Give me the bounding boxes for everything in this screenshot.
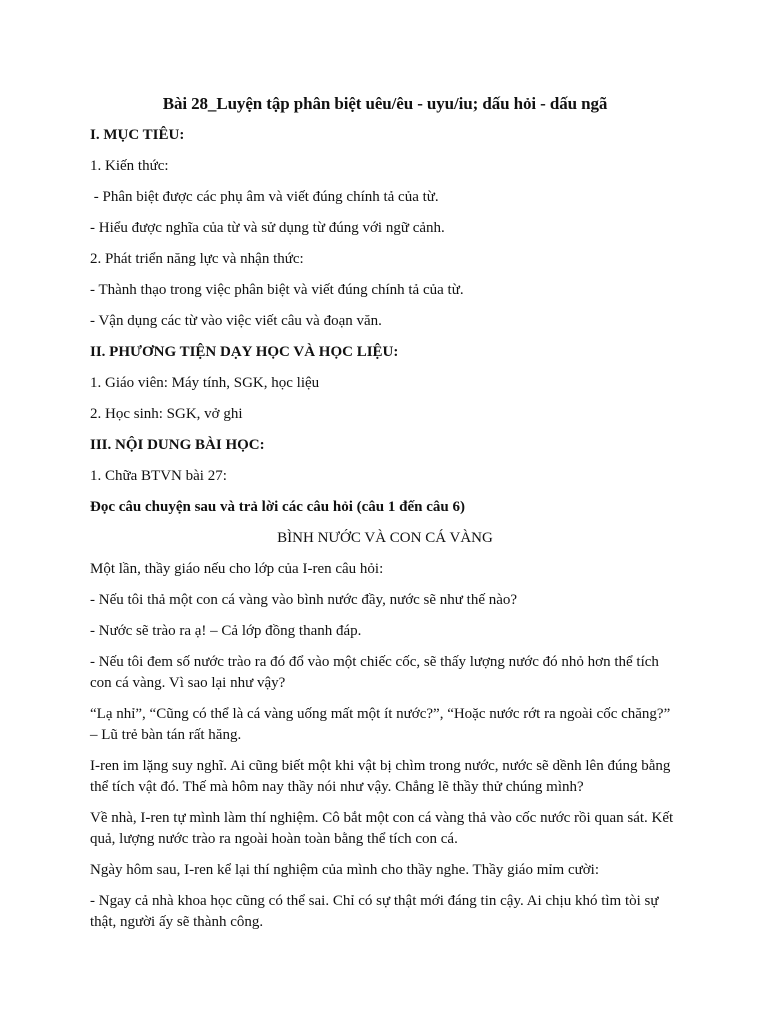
section-heading-materials: II. PHƯƠNG TIỆN DẠY HỌC VÀ HỌC LIỆU:	[90, 344, 399, 360]
materials-student: 2. Học sinh: SGK, vở ghi	[90, 406, 243, 422]
bullet-line: - Phân biệt được các phụ âm và viết đúng chính tả của từ.	[90, 189, 439, 205]
story-paragraph: Ngày hôm sau, I-ren kể lại thí nghiệm của mình cho thầy nghe. Thầy giáo mỉm cười:	[90, 862, 599, 878]
subheading-knowledge: 1. Kiến thức:	[90, 158, 169, 174]
bullet-line: - Thành thạo trong việc phân biệt và viết đúng chính tả của từ.	[90, 282, 464, 298]
document-page	[90, 92, 680, 943]
bullet-line: - Hiểu được nghĩa của từ và sử dụng từ đúng với ngữ cảnh.	[90, 220, 445, 236]
story-paragraph: Về nhà, I-ren tự mình làm thí nghiệm. Cô bắt một con cá vàng thả vào cốc nước rồi quan sát. Kết quả, lượng nước trào ra ngoài hoàn toàn bằng thể tích con cá.	[90, 810, 674, 847]
subheading-abilities: 2. Phát triển năng lực và nhận thức:	[90, 251, 304, 267]
story-paragraph: “Lạ nhỉ”, “Cũng có thể là cá vàng uống mất một ít nước?”, “Hoặc nước rớt ra ngoài cốc chăng?” – Lũ trẻ bàn tán rất hăng.	[90, 706, 671, 743]
story-paragraph: - Ngay cả nhà khoa học cũng có thể sai. Chỉ có sự thật mới đáng tin cậy. Ai chịu khó tìm tòi sự thật, người ấy sẽ thành công.	[90, 893, 659, 930]
materials-teacher: 1. Giáo viên: Máy tính, SGK, học liệu	[90, 375, 320, 391]
exercise-instruction: Đọc câu chuyện sau và trả lời các câu hỏi (câu 1 đến câu 6)	[90, 499, 465, 515]
story-paragraph: Một lần, thầy giáo nếu cho lớp của I-ren câu hỏi:	[90, 561, 384, 577]
section-heading-content: III. NỘI DUNG BÀI HỌC:	[90, 437, 265, 453]
document-title: Bài 28_Luyện tập phân biệt uêu/êu - uyu/iu; dấu hỏi - dấu ngã	[162, 94, 608, 113]
bullet-line: - Vận dụng các từ vào việc viết câu và đoạn văn.	[90, 313, 382, 329]
story-title: BÌNH NƯỚC VÀ CON CÁ VÀNG	[277, 530, 493, 546]
story-paragraph: I-ren im lặng suy nghĩ. Ai cũng biết một khi vật bị chìm trong nước, nước sẽ dềnh lên đúng bằng thể tích vật đó. Thế mà hôm nay thầy nói như vậy. Chẳng lẽ thầy thử chúng mình?	[90, 758, 671, 795]
homework-review: 1. Chữa BTVN bài 27:	[90, 468, 227, 484]
story-paragraph: - Nước sẽ trào ra ạ! – Cả lớp đồng thanh đáp.	[90, 623, 362, 639]
story-paragraph: - Nếu tôi đem số nước trào ra đó đổ vào một chiếc cốc, sẽ thấy lượng nước đó nhỏ hơn thể tích con cá vàng. Vì sao lại như vậy?	[90, 654, 659, 691]
story-paragraph: - Nếu tôi thả một con cá vàng vào bình nước đầy, nước sẽ như thế nào?	[90, 592, 518, 608]
section-heading-objectives: I. MỤC TIÊU:	[90, 127, 185, 143]
